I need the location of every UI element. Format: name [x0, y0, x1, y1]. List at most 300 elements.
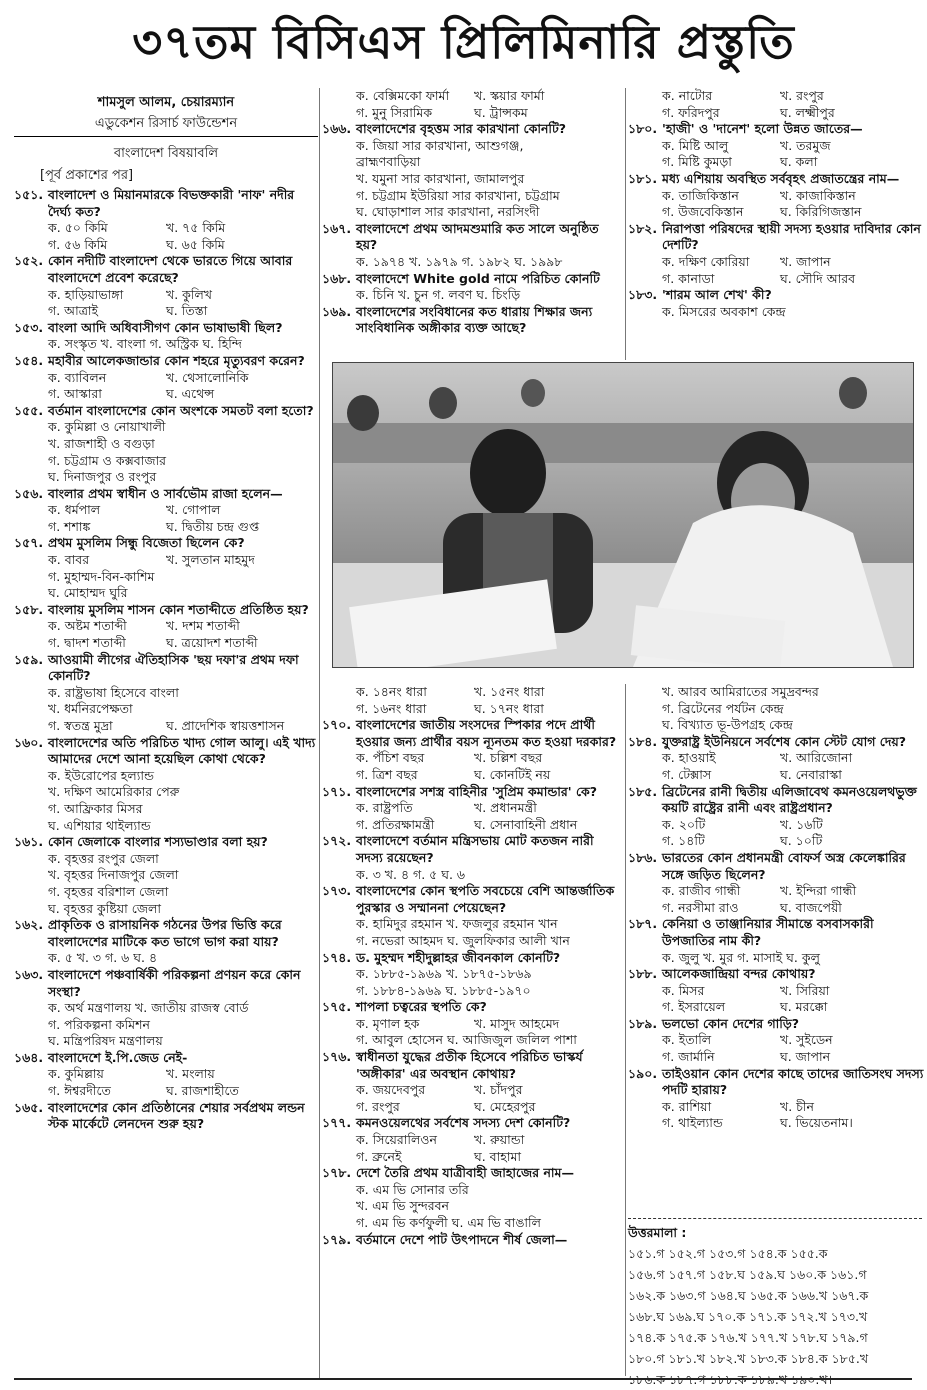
- question-text: প্রাকৃতিক ও রাসায়নিক গঠনের উপর ভিত্তি করে বাংলাদেশের মাটিকে কত ভাগে ভাগ করা যায়?: [48, 917, 282, 949]
- option-row: [48, 419, 318, 436]
- question-item: [322, 883, 624, 949]
- question-item: [14, 1100, 318, 1133]
- option-row: [48, 370, 318, 387]
- option-row: [356, 154, 624, 171]
- option-text: ক. ১৪নং ধারা: [356, 684, 427, 699]
- question-number: ১৭০.: [322, 717, 352, 733]
- question-text: কোন জেলাকে বাংলার শস্যভাণ্ডার বলা হয়?: [48, 834, 268, 850]
- question-text: বাংলাদেশে White gold নামে পরিচিত কোনটি: [356, 270, 600, 286]
- option-text: ক. ইউরোপের হল্যান্ড: [48, 767, 154, 783]
- question-text: আলেকজান্দ্রিয়া বন্দর কোথায়?: [662, 966, 816, 982]
- option-text: খ. প্রধানমন্ত্রী: [474, 800, 537, 816]
- option-row: [662, 138, 924, 155]
- question-line: [14, 1100, 318, 1133]
- question-number: ১৬২.: [14, 917, 44, 933]
- question-line: [322, 1049, 624, 1082]
- option-row: [662, 817, 924, 834]
- option-row: [48, 519, 318, 536]
- question-number: ১৮২.: [628, 220, 658, 236]
- column-divider: [625, 684, 626, 1376]
- option-text: ঘ. তিস্তা: [166, 303, 208, 319]
- question-text: ড. মুহম্মদ শহীদুল্লাহর জীবনকাল কোনটি?: [356, 949, 561, 965]
- question-number: ১৫৭.: [14, 535, 44, 551]
- question-item: [14, 320, 318, 353]
- option-text: খ. এম ভি সুন্দরবন: [356, 1198, 450, 1214]
- question-text: স্বাধীনতা যুদ্ধের প্রতীক হিসেবে পরিচিত ভাস্কর্য 'অঙ্গীকার' এর অবস্থান কোথায়?: [356, 1049, 583, 1081]
- option-row: [48, 635, 318, 652]
- option-text: ক. মিষ্টি আলু: [662, 137, 729, 153]
- question-item: [322, 121, 624, 221]
- question-number: ১৮০.: [628, 121, 658, 137]
- option-row: [356, 1182, 624, 1199]
- option-row: [48, 867, 318, 884]
- option-text: ক. রাজীব গান্ধী: [662, 883, 741, 899]
- option-row: [48, 818, 318, 835]
- question-line: [14, 486, 318, 503]
- question-number: ১৬০.: [14, 734, 44, 750]
- option-text: খ. মাসুদ আহমেদ: [474, 1015, 560, 1031]
- option-text: ক. জয়দেবপুর: [356, 1082, 426, 1098]
- option-text: ক. হামিদুর রহমান খ. ফজলুর রহমান খান: [356, 916, 558, 932]
- question-text: কেনিয়া ও তাঞ্জানিয়ার সীমান্তে বসবাসকারী উপজাতির নাম কী?: [662, 916, 874, 948]
- question-text: নিরাপত্তা পরিষদের স্থায়ী সদস্য হওয়ার দাবিদার কোন দেশটি?: [662, 220, 921, 253]
- question-number: ১৫৬.: [14, 485, 44, 501]
- question-number: ১৮৬.: [628, 849, 658, 865]
- question-item: [322, 88, 624, 121]
- question-number: ১৫৮.: [14, 601, 44, 617]
- question-number: ১৬১.: [14, 834, 44, 850]
- option-row: [356, 138, 624, 155]
- question-line: [322, 999, 624, 1016]
- question-text: বাংলার প্রথম স্বাধীন ও সার্বভৌম রাজা হলেন—: [48, 485, 283, 501]
- option-text: ঘ. মরক্কো: [780, 999, 828, 1015]
- option-text: ক. ধর্মপাল: [48, 502, 101, 518]
- question-line: [14, 602, 318, 619]
- option-text: গ. ব্রিটেনের পর্যটন কেন্দ্র: [662, 700, 784, 716]
- option-row: [48, 1033, 318, 1050]
- option-row: [662, 105, 924, 122]
- answer-key: [628, 1218, 922, 1375]
- option-text: গ. পরিকল্পনা কমিশন: [48, 1016, 150, 1032]
- option-text: গ. মিষ্টি কুমড়া: [662, 154, 732, 170]
- question-line: [322, 950, 624, 967]
- question-line: [14, 187, 318, 220]
- option-row: [662, 1115, 924, 1132]
- question-text: ভারতের কোন প্রধানমন্ত্রী বোফর্স অস্ত্র কেলেঙ্কারির সঙ্গে জড়িত ছিলেন?: [662, 849, 906, 882]
- option-row: [356, 204, 624, 221]
- question-line: [628, 916, 924, 949]
- option-text: গ. মুহাম্মদ-বিন-কাশিম: [48, 568, 155, 584]
- option-text: খ. রংপুর: [780, 88, 824, 103]
- option-row: [662, 684, 924, 701]
- option-row: [48, 884, 318, 901]
- option-row: [356, 254, 624, 271]
- question-item: [14, 652, 318, 735]
- option-row: [48, 386, 318, 403]
- question-item: [322, 950, 624, 1000]
- question-number: ১৬৪.: [14, 1049, 44, 1065]
- question-item: [14, 187, 318, 253]
- question-text: বর্তমানে দেশে পাট উৎপাদনে শীর্ষ জেলা—: [356, 1231, 568, 1247]
- question-number: ১৭৪.: [322, 949, 352, 965]
- option-row: [356, 933, 624, 950]
- option-text: ক. ৫০ কিমি: [48, 220, 108, 236]
- option-text: ঘ. ১৭নং ধারা: [474, 700, 544, 716]
- option-text: খ. কুলিখ: [166, 286, 212, 302]
- question-line: [628, 1066, 924, 1099]
- option-row: [662, 188, 924, 205]
- question-item: [628, 1016, 924, 1066]
- question-item: [14, 834, 318, 917]
- option-text: ক. রাষ্ট্রপতি: [356, 800, 413, 816]
- option-row: [48, 585, 318, 602]
- continued-note: [পূর্ব প্রকাশের পর]: [40, 168, 134, 183]
- question-number: ১৬৭.: [322, 220, 352, 236]
- option-text: গ. চট্টগ্রাম ও কক্সবাজার: [48, 452, 167, 468]
- option-row: [356, 1016, 624, 1033]
- question-number: ১৭৩.: [322, 883, 352, 899]
- question-item: [628, 287, 924, 320]
- question-number: ১৬৯.: [322, 303, 352, 319]
- question-line: [628, 287, 924, 304]
- option-text: ঘ. ১০টি: [780, 833, 823, 849]
- question-item: [322, 1165, 624, 1231]
- question-number: ১৭৮.: [322, 1165, 352, 1181]
- question-item: [322, 717, 624, 783]
- option-text: ঘ. বৃহত্তর কুষ্টিয়া জেলা: [48, 900, 161, 916]
- option-text: গ. রংপুর: [356, 1098, 400, 1114]
- option-text: ঘ. দিনাজপুর ও রংপুর: [48, 469, 157, 485]
- answer-row: ১৭৪.ক ১৭৫.ক ১৭৬.খ ১৭৭.খ ১৭৮.ঘ ১৭৯.গ: [628, 1330, 868, 1345]
- question-line: [628, 850, 924, 883]
- option-row: [48, 436, 318, 453]
- question-line: [14, 967, 318, 1000]
- option-row: [48, 618, 318, 635]
- option-row: [356, 1198, 624, 1215]
- question-number: ১৭৫.: [322, 999, 352, 1015]
- option-text: খ. বৃহত্তর দিনাজপুর জেলা: [48, 867, 179, 883]
- option-text: গ. মুনু সিরামিক: [356, 104, 433, 120]
- option-text: গ. ১৪টি: [662, 833, 705, 849]
- author-name: শামসুল আলম, চেয়ারম্যান: [97, 95, 235, 110]
- option-row: [48, 336, 318, 353]
- option-row: [662, 304, 924, 321]
- option-text: খ. রুয়ান্ডা: [474, 1132, 525, 1148]
- question-item: [322, 1232, 624, 1249]
- option-text: ঘ. ভিয়েতনাম।: [780, 1115, 853, 1131]
- question-line: [14, 253, 318, 286]
- option-row: [48, 569, 318, 586]
- option-row: [356, 105, 624, 122]
- column-1: [14, 88, 318, 1374]
- option-row: [48, 453, 318, 470]
- option-row: [356, 817, 624, 834]
- question-text: বাংলাদেশের সশস্ত্র বাহিনীর 'সুপ্রিম কমান্ডার' কে?: [356, 783, 598, 799]
- option-row: [356, 1032, 624, 1049]
- option-text: খ. ১৬টি: [780, 816, 823, 832]
- option-text: ক. ২০টি: [662, 816, 706, 832]
- option-text: খ. চাঁদপুর: [474, 1082, 523, 1098]
- option-text: ক. জুলু খ. মুর গ. মাসাই ঘ. কুলু: [662, 949, 820, 965]
- column-2-bottom: [322, 684, 624, 1376]
- option-row: [662, 204, 924, 221]
- question-number: ১৮৫.: [628, 783, 658, 799]
- option-text: ক. নাটোর: [662, 88, 713, 103]
- question-text: বাংলাদেশের অতি পরিচিত খাদ্য গোল আলু। এই খাদ্য আমাদের দেশে আনা হয়েছিল কোথা থেকে?: [48, 734, 316, 767]
- option-text: গ. নরসীমা রাও: [662, 899, 739, 915]
- option-text: খ. আরিজোনা: [780, 750, 853, 766]
- question-item: [14, 486, 318, 536]
- option-row: [356, 188, 624, 205]
- option-row: [48, 1017, 318, 1034]
- bottom-rule: [14, 1378, 912, 1380]
- question-line: [14, 535, 318, 552]
- option-row: [356, 684, 624, 701]
- question-item: [628, 1066, 924, 1132]
- option-text: গ. চট্টগ্রাম ইউরিয়া সার কারখানা, চট্টগ্রাম: [356, 187, 560, 203]
- question-number: ১৮৩.: [628, 287, 658, 303]
- option-text: ঘ. কিরিগিজস্তান: [780, 204, 862, 220]
- option-row: [48, 768, 318, 785]
- question-item: [322, 833, 624, 883]
- option-row: [48, 220, 318, 237]
- column-3-top: [628, 88, 924, 368]
- option-text: ক. মৃণাল হক: [356, 1015, 420, 1031]
- question-number: ১৮৪.: [628, 733, 658, 749]
- question-item: [628, 850, 924, 916]
- option-text: ক. ৩ খ. ৪ গ. ৫ ঘ. ৬: [356, 866, 466, 882]
- question-item: [322, 1049, 624, 1115]
- option-row: [48, 469, 318, 486]
- column-divider: [625, 88, 626, 360]
- question-item: [322, 999, 624, 1049]
- question-number: ১৭৭.: [322, 1115, 352, 1131]
- option-row: [662, 271, 924, 288]
- option-text: ক. মিসরের অবকাশ কেন্দ্র: [662, 303, 786, 319]
- question-item: [14, 253, 318, 319]
- question-line: [628, 784, 924, 817]
- option-text: গ. নভেরা আহমদ ঘ. জুলফিকার আলী খান: [356, 932, 570, 948]
- option-text: ক. পঁচিশ বছর: [356, 750, 425, 766]
- option-text: ঘ. মোহাম্মদ ঘুরি: [48, 585, 128, 601]
- option-row: [662, 1099, 924, 1116]
- question-number: ১৮৮.: [628, 966, 658, 982]
- option-row: [662, 999, 924, 1016]
- option-row: [48, 237, 318, 254]
- option-row: [662, 1032, 924, 1049]
- option-text: ঘ. ঘোড়াশাল সার কারখানা, নরসিংদী: [356, 204, 540, 220]
- question-number: ১৫৯.: [14, 651, 44, 667]
- option-text: খ. সিরিয়া: [780, 982, 830, 998]
- option-text: ক. এম ভি সোনার তরি: [356, 1181, 469, 1197]
- question-number: ১৮৯.: [628, 1015, 658, 1031]
- question-line: [14, 1050, 318, 1067]
- question-item: [14, 917, 318, 967]
- question-item: [322, 1115, 624, 1165]
- question-number: ১৮৭.: [628, 916, 658, 932]
- question-text: বাংলায় মুসলিম শাসন কোন শতাব্দীতে প্রতিষ্ঠিত হয়?: [48, 601, 309, 617]
- question-item: [322, 684, 624, 717]
- question-number: ১৬৩.: [14, 966, 44, 982]
- question-line: [322, 883, 624, 916]
- option-text: ক. দক্ষিণ কোরিয়া: [662, 253, 750, 269]
- option-text: গ. ঈশ্বরদীতে: [48, 1083, 111, 1099]
- option-text: খ. রাজশাহী ও বগুড়া: [48, 435, 155, 451]
- question-line: [628, 221, 924, 254]
- question-text: মধ্য এশিয়ায় অবস্থিত সর্ববৃহৎ প্রজাতন্ত্রের নাম—: [662, 170, 900, 186]
- option-row: [48, 1000, 318, 1017]
- question-text: বাংলা আদি অধিবাসীগণ কোন ভাষাভাষী ছিল?: [48, 319, 283, 335]
- question-text: বর্তমান বাংলাদেশের কোন অংশকে সমতট বলা হতো?: [48, 402, 314, 418]
- option-text: গ. ইসরায়েল: [662, 999, 726, 1015]
- option-text: গ. টেক্সাস: [662, 766, 712, 782]
- question-text: যুক্তরাষ্ট্র ইউনিয়নে সর্বশেষ কোন স্টেট যোগ দেয়?: [662, 733, 907, 749]
- option-text: ক. বাবর: [48, 552, 90, 568]
- option-text: খ. চল্লিশ বছর: [474, 750, 543, 766]
- option-text: ক. মিসর: [662, 982, 705, 998]
- question-line: [14, 353, 318, 370]
- option-text: ক. কুমিল্লা ও নোয়াখালী: [48, 419, 166, 435]
- question-text: কোন নদীটি বাংলাদেশ থেকে ভারতে গিয়ে আবার বাংলাদেশে প্রবেশ করেছে?: [48, 253, 293, 285]
- option-row: [662, 701, 924, 718]
- option-text: গ. স্বতন্ত্র মুদ্রা: [48, 718, 113, 733]
- option-row: [356, 1132, 624, 1149]
- option-text: গ. ফরিদপুর: [662, 104, 720, 120]
- option-text: ক. হাওয়াই: [662, 750, 716, 766]
- option-text: ঘ. কোনটিই নয়: [474, 766, 551, 782]
- answer-row: ১৫১.গ ১৫২.গ ১৫৩.গ ১৫৪.ক ১৫৫.ক: [628, 1246, 828, 1261]
- option-text: খ. দশম শতাব্দী: [166, 618, 240, 634]
- option-row: [356, 966, 624, 983]
- option-row: [48, 552, 318, 569]
- option-row: [48, 950, 318, 967]
- question-number: ১৫৫.: [14, 402, 44, 418]
- question-line: [628, 171, 924, 188]
- option-row: [662, 1049, 924, 1066]
- question-text: আওয়ামী লীগের ঐতিহাসিক 'ছয় দফা'র প্রথম দফা কোনটি?: [48, 651, 299, 684]
- question-text: দেশে তৈরি প্রথম যাত্রীবাহী জাহাজের নাম—: [356, 1165, 574, 1181]
- option-text: খ. ৭৫ কিমি: [166, 220, 226, 236]
- column-3-bottom: [628, 684, 924, 1214]
- option-text: গ. ৫৬ কিমি: [48, 236, 108, 252]
- option-text: খ. ১৫নং ধারা: [474, 684, 545, 699]
- question-item: [14, 1050, 318, 1100]
- option-text: খ. থেসালোনিকি: [166, 369, 249, 385]
- question-line: [322, 1165, 624, 1182]
- subject-heading: বাংলাদেশ বিষয়াবলি: [113, 146, 219, 161]
- option-row: [662, 254, 924, 271]
- option-text: ক. বৃহত্তর রংপুর জেলা: [48, 850, 159, 866]
- option-text: ঘ. প্রাদেশিক স্বায়ত্তশাসন: [166, 718, 285, 733]
- question-number: ১৫৩.: [14, 319, 44, 335]
- option-row: [356, 1099, 624, 1116]
- option-text: ঘ. বিখ্যাত ভূ-উপগ্রহ কেন্দ্র: [662, 717, 793, 733]
- question-item: [322, 784, 624, 834]
- answer-row: ১৬৮.ঘ ১৬৯.ঘ ১৭০.ক ১৭১.ক ১৭২.খ ১৭৩.খ: [628, 1309, 868, 1324]
- page-title: ৩৭তম বিসিএস প্রিলিমিনারি প্রস্তুতি: [132, 15, 795, 69]
- option-text: গ. ত্রিশ বছর: [356, 766, 418, 782]
- author-organization: এডুকেশন রিসার্চ ফাউন্ডেশন: [14, 113, 318, 137]
- question-line: [322, 1115, 624, 1132]
- option-text: ঘ. ত্রয়োদশ শতাব্দী: [166, 635, 258, 651]
- question-line: [322, 717, 624, 750]
- option-text: খ. সুলতান মাহমুদ: [166, 552, 255, 568]
- option-text: ক. ৫ খ. ৩ গ. ৬ ঘ. ৪: [48, 950, 158, 966]
- question-line: [14, 917, 318, 950]
- option-text: ক. জিয়া সার কারখানা, আশুগঞ্জ,: [356, 137, 524, 153]
- option-row: [356, 1215, 624, 1232]
- option-row: [662, 154, 924, 171]
- option-row: [48, 901, 318, 918]
- option-row: [48, 784, 318, 801]
- option-text: ক. হাড়িয়াভাঙ্গা: [48, 286, 124, 302]
- option-row: [48, 1066, 318, 1083]
- question-text: বাংলাদেশে ই.পি.জেড নেই-: [48, 1049, 188, 1065]
- question-item: [628, 734, 924, 784]
- question-text: বাংলাদেশে প্রথম আদমশুমারি কত সালে অনুষ্ঠিত হয়?: [356, 220, 599, 253]
- question-item: [322, 304, 624, 337]
- option-text: খ. ধর্মনিরপেক্ষতা: [48, 701, 133, 717]
- question-text: বাংলাদেশের কোন প্রতিষ্ঠানের শেয়ার সর্বপ্রথম লন্ডন স্টক মার্কেটে লেনদেন শুরু হয়?: [48, 1099, 305, 1132]
- question-text: ব্রিটেনের রানী দ্বিতীয় এলিজাবেথ কমনওয়েলথভুক্ত কয়টি রাষ্ট্রের রানী এবং রাষ্ট্রপ্রধান?: [662, 783, 917, 816]
- option-text: খ. সুইডেন: [780, 1032, 833, 1048]
- question-text: বাংলাদেশ ও মিয়ানমারকে বিভক্তকারী 'নাফ' নদীর দৈর্ঘ্য কত?: [48, 187, 295, 219]
- question-number: ১৭৬.: [322, 1049, 352, 1065]
- question-item: [628, 966, 924, 1016]
- option-text: খ. চীন: [780, 1098, 814, 1114]
- question-number: ১৬৮.: [322, 270, 352, 286]
- option-row: [662, 883, 924, 900]
- question-item: [628, 221, 924, 287]
- question-text: ভলভো কোন দেশের গাড়ি?: [662, 1015, 800, 1031]
- option-text: ক. অর্থ মন্ত্রণালয় খ. জাতীয় রাজস্ব বোর্ড: [48, 1000, 249, 1016]
- option-text: গ. আফ্রিকার মিসর: [48, 800, 143, 816]
- question-list: [14, 187, 318, 1133]
- question-line: [14, 320, 318, 337]
- question-line: [628, 121, 924, 138]
- option-text: খ. যমুনা সার কারখানা, জামালপুর: [356, 170, 525, 186]
- option-row: [662, 750, 924, 767]
- option-text: ঘ. কলা: [780, 154, 818, 170]
- option-row: [356, 1082, 624, 1099]
- option-text: ক. ব্যাবিলন: [48, 369, 107, 385]
- option-text: গ. ১৮৮৪-১৯৬৯ ঘ. ১৮৮৫-১৯৭০: [356, 982, 531, 998]
- option-text: ঘ. বাহামা: [474, 1148, 522, 1164]
- option-row: [48, 303, 318, 320]
- option-row: [662, 88, 924, 105]
- option-text: খ. তরমুজ: [780, 137, 831, 153]
- question-line: [322, 121, 624, 138]
- question-item: [14, 535, 318, 601]
- question-item: [14, 602, 318, 652]
- question-text: বাংলাদেশের সংবিধানের কত ধারায় শিক্ষার জন্য সাংবিধানিক অঙ্গীকার ব্যক্ত আছে?: [356, 303, 593, 336]
- option-text: ঘ. দ্বিতীয় চন্দ্র গুপ্ত: [166, 518, 260, 534]
- option-text: ঘ. রাজশাহীতে: [166, 1083, 239, 1099]
- question-list: [628, 684, 924, 1132]
- question-number: ১৫১.: [14, 187, 44, 202]
- option-text: গ. ব্রুনেই: [356, 1148, 402, 1164]
- question-number: ১৫২.: [14, 253, 44, 269]
- option-text: ঘ. সৌদি আরব: [780, 270, 856, 286]
- option-row: [48, 685, 318, 702]
- question-item: [14, 403, 318, 486]
- option-row: [48, 502, 318, 519]
- option-text: ঘ. জাপান: [780, 1049, 831, 1065]
- option-text: ক. সিয়েরালিওন: [356, 1132, 437, 1148]
- option-row: [356, 867, 624, 884]
- option-text: খ. ইন্দিরা গান্ধী: [780, 883, 857, 899]
- option-text: গ. আত্রাই: [48, 303, 99, 319]
